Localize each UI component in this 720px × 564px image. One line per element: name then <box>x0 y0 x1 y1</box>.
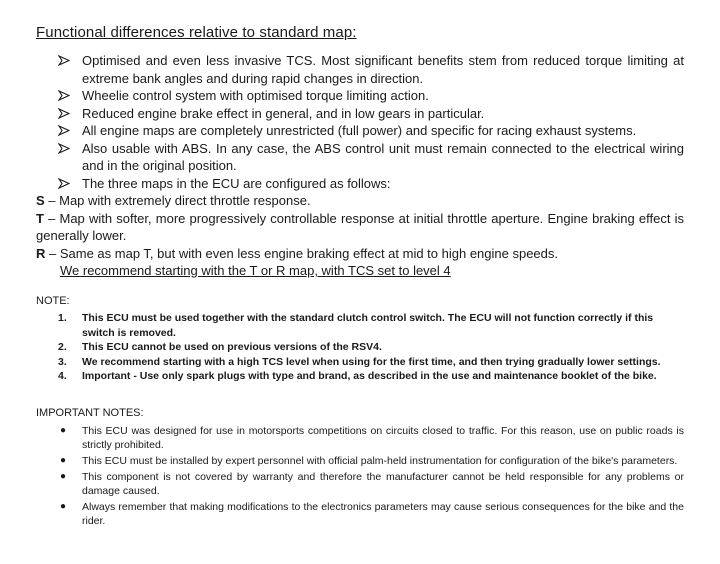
feature-item <box>58 122 684 140</box>
note-list <box>54 311 684 384</box>
note-item <box>54 355 684 370</box>
recommendation-text: We recommend starting with the T or R map, with TCS set to level 4 <box>60 263 451 278</box>
important-list <box>60 424 684 530</box>
important-text: This component is not covered by warranty and therefore the manufacturer cannot be held responsible for any problems or damage caused. <box>82 471 684 497</box>
note-text: We recommend starting with a high TCS level when using for the first time, and then trying gradually lower settings. <box>82 355 661 368</box>
arrow-bullet-icon <box>58 175 70 189</box>
map-text: – Map with extremely direct throttle response. <box>44 193 311 208</box>
important-text: Always remember that making modifications to the electronics parameters may cause serious consequences for the bike and the rider. <box>82 501 684 527</box>
note-number: 1. <box>58 312 67 324</box>
bullet-icon: ● <box>60 501 67 512</box>
important-text: This ECU must be installed by expert personnel with official palm-held instrumentation for configuration of the bike's parameters. <box>82 455 678 467</box>
important-heading: IMPORTANT NOTES: <box>36 407 144 419</box>
important-item <box>60 470 684 498</box>
arrow-bullet-icon <box>58 105 70 119</box>
note-item <box>54 311 684 340</box>
important-text: This ECU was designed for use in motorsports competitions on circuits closed to traffic. For this reason, use on public roads is strictly prohibited. <box>82 425 684 451</box>
feature-text: All engine maps are completely unrestricted (full power) and specific for racing exhaust systems. <box>82 123 637 138</box>
map-s-line <box>36 192 684 210</box>
feature-list <box>58 52 684 192</box>
map-r-line <box>36 245 684 263</box>
map-key: S <box>36 193 45 208</box>
arrow-bullet-icon <box>58 87 70 101</box>
arrow-bullet-icon <box>58 122 70 136</box>
feature-item <box>58 140 684 175</box>
note-text: This ECU cannot be used on previous versions of the RSV4. <box>82 341 382 353</box>
feature-text: Wheelie control system with optimised torque limiting action. <box>82 88 429 103</box>
feature-text: Reduced engine brake effect in general, and in low gears in particular. <box>82 105 485 121</box>
bullet-icon: ● <box>60 455 67 466</box>
arrow-bullet-icon <box>58 140 70 154</box>
note-item <box>54 369 684 384</box>
arrow-bullet-icon <box>58 52 70 66</box>
feature-item <box>58 175 684 193</box>
map-text: – Same as map T, but with even less engine braking effect at mid to high engine speeds. <box>45 245 559 261</box>
note-text: This ECU must be used together with the standard clutch control switch. The ECU will not function correctly if this switch is removed. <box>82 312 654 339</box>
section-heading: Functional differences relative to standard map: <box>36 24 357 41</box>
important-item <box>60 424 684 452</box>
feature-text: Also usable with ABS. In any case, the ABS control unit must remain connected to the electrical wiring and in the original position. <box>82 140 684 173</box>
note-number: 2. <box>58 341 67 353</box>
note-number: 3. <box>58 355 67 368</box>
bullet-icon: ● <box>60 471 67 482</box>
feature-text: Optimised and even less invasive TCS. Most significant benefits stem from reduced torque limiting at extreme bank angles and during rapid changes in direction. <box>82 53 684 86</box>
feature-item <box>58 87 684 105</box>
bullet-icon: ● <box>60 425 67 436</box>
map-t-line <box>36 210 684 245</box>
important-item <box>60 454 684 468</box>
note-text: Important - Use only spark plugs with type and brand, as described in the use and maintenance booklet of the bike. <box>82 370 657 382</box>
map-key: R <box>36 245 46 261</box>
feature-item <box>58 52 684 87</box>
map-key: T <box>36 210 44 226</box>
map-descriptions <box>36 192 684 262</box>
important-item <box>60 500 684 528</box>
note-number: 4. <box>58 370 67 382</box>
map-text: – Map with softer, more progressively controllable response at initial throttle aperture. Engine braking effect is generally lower. <box>36 210 684 243</box>
feature-item <box>58 105 684 123</box>
feature-text: The three maps in the ECU are configured as follows: <box>82 175 391 191</box>
note-item <box>54 340 684 355</box>
note-heading: NOTE: <box>36 295 70 307</box>
